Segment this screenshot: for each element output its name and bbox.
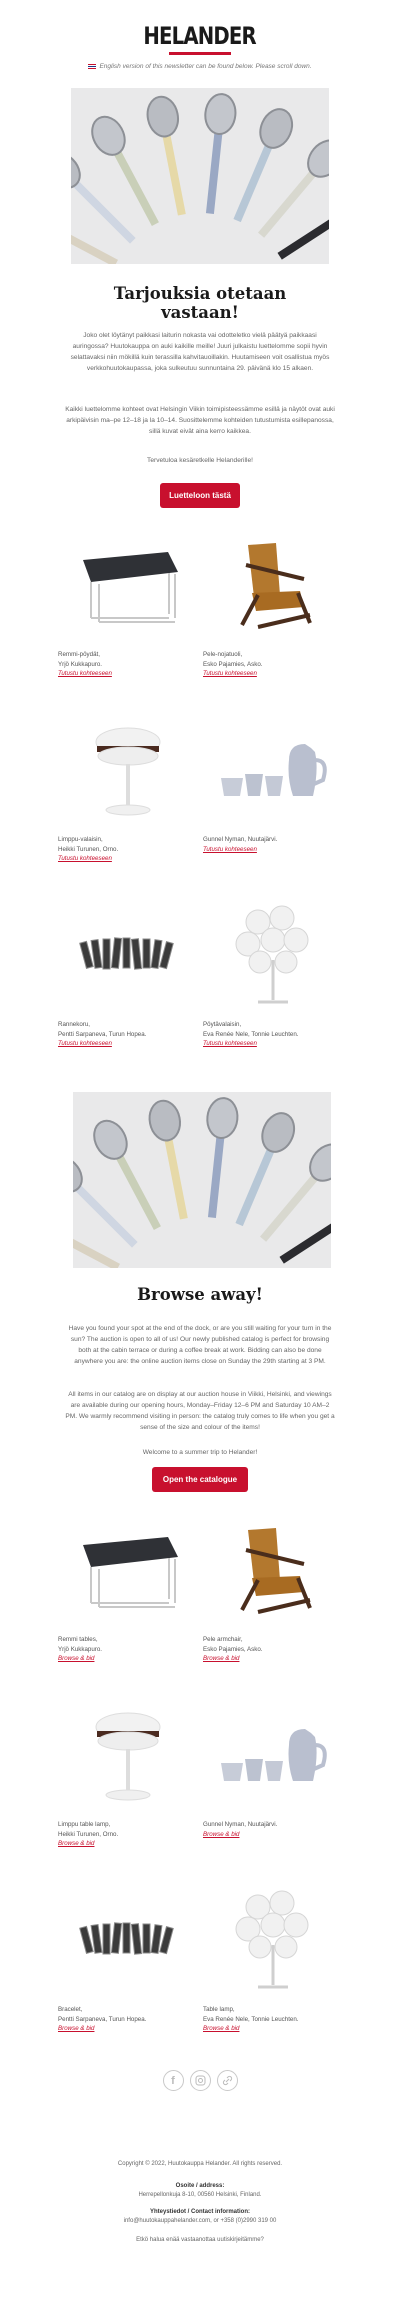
product-image[interactable] [55,900,200,1010]
intro-paragraph-fi: Joko olet löytänyt paikkasi laiturin nokasta vai odotteletko vielä päätyä paikkaasi auringossa? Huutokauppa on auki kaikille meille! Juuri julkaistu luettelomme sopii hyvin selattavaksi niin mökillä kuin terassilla kahvitauoillakin. Huutamiseen voit osallistua myös verkkohuutokaupassa, joka sulkeutuu sunnuntaina 29. päivänä klo 15 alkaen. [70,332,330,372]
product-designer: Yrjö Kukkapuro. [58,660,103,668]
product-image[interactable] [55,715,200,825]
product-image[interactable] [200,1885,345,1995]
logo-underline [169,52,231,55]
product-image[interactable] [55,1885,200,1995]
product-image[interactable] [55,1515,200,1625]
product-designer: Esko Pajamies, Asko. [203,660,263,668]
product-image[interactable] [200,1515,345,1625]
product-name: Gunnel Nyman, Nuutajärvi. [203,836,278,843]
product-card [55,1885,200,2070]
viewing-paragraph-fi: Kaikki luettelomme kohteet ovat Helsingin Viikin toimipisteessämme esillä ja näytöt ovat auki arkipäivisin ma–pe 12–18 ja la 10–14. Suosittelemme kohteiden tutustumista esillepanossa, sillä kuvat eivät aina kerro kaikkea. [65,406,335,435]
bracelet-image [73,920,183,990]
product-name: Gunnel Nyman, Nuutajärvi. [203,1821,278,1828]
product-card [200,715,345,900]
armchair-image [218,1520,328,1620]
product-designer: Yrjö Kukkapuro. [58,1645,103,1653]
viewing-paragraph-en: All items in our catalog are on display at our auction house in Viikki, Helsinki, and viewings are available during our opening hours, Monday–Friday 12–6 PM and Saturday 10 AM–2 PM. We warmly recommend visiting in person: the catalog truly comes to life when you get a sense of the size and colour of the items! [65,1391,335,1431]
globe-lamp-image [218,1885,328,1995]
catalogue-button-fi[interactable]: Luetteloon tästä [160,483,240,508]
product-name: Table lamp, [203,2006,235,2013]
product-name: Pele armchair, [203,1636,243,1643]
product-link[interactable]: Tutustu kohteeseen [58,855,112,862]
product-grid-fi [55,530,345,1085]
armchair-image [218,535,328,635]
product-link[interactable]: Tutustu kohteeseen [203,845,257,853]
header [0,0,400,70]
product-designer: Pentti Sarpaneva, Turun Hopea. [58,2015,147,2023]
spoons-image [73,1092,331,1268]
address-label: Osoite / address: [175,2183,225,2189]
contact-info[interactable]: info@huutokauppahelander.com, or +358 (0)2990 319 00 [123,2218,277,2224]
hero-image-fi [71,88,329,264]
greeting-fi: Tervetuloa kesäretkelle Helanderille! [147,457,253,464]
product-link[interactable]: Browse & bid [58,1840,95,1847]
product-link[interactable]: Tutustu kohteeseen [203,670,257,677]
table-image [73,540,183,630]
product-card [55,715,200,900]
page-title-en: Browse away! [137,1285,263,1304]
product-image[interactable] [200,715,345,825]
product-link[interactable]: Tutustu kohteeseen [203,1040,257,1047]
globe-lamp-image [218,900,328,1010]
glassware-image [213,730,333,810]
intro-paragraph-en: Have you found your spot at the end of the dock, or are you still waiting for your turn in the sun? The auction is open to all of us! Our newly published catalog is perfect for browsing both at the cabin terrace or during a coffee break at work. Bidding can also be done anywhere you are: the online auction items close on Sunday the 29th starting at 3 PM. [68,1325,332,1365]
product-card [55,530,200,715]
product-card [55,1700,200,1885]
unsubscribe-link[interactable]: Etkö halua enää vastaanottaa uutiskirjeitämme? [136,2237,264,2243]
product-card [55,900,200,1085]
product-link[interactable]: Browse & bid [203,1655,240,1662]
product-designer: Heikki Turunen, Orno. [58,1830,119,1838]
lamp-image [73,1705,183,1805]
product-grid-en [55,1515,345,2070]
product-designer: Eva Renée Nele, Tonnie Leuchten. [203,1030,299,1038]
social-links [0,2070,400,2091]
product-name: Pele-nojatuoli, [203,651,243,658]
product-link[interactable]: Browse & bid [203,2025,240,2032]
copyright: Copyright © 2022, Huutokauppa Helander. All rights reserved. [117,2161,283,2167]
uk-flag-icon [88,64,96,69]
address: Herrepellonkuja 8-10, 00560 Helsinki, Finland. [138,2192,262,2198]
product-link[interactable]: Browse & bid [58,2025,95,2032]
facebook-icon[interactable]: f [163,2070,184,2091]
product-name: Bracelet, [58,2006,83,2013]
language-notice-text: English version of this newsletter can be found below. Please scroll down. [99,63,312,70]
footer [0,2160,400,2245]
product-image[interactable] [55,530,200,640]
product-link[interactable]: Tutustu kohteeseen [58,1040,112,1047]
hero-image-en [73,1092,331,1268]
page-title-fi [0,284,400,322]
product-card [200,900,345,1085]
spoons-image [71,88,329,264]
contact-label: Yhteystiedot / Contact information: [149,2209,250,2215]
product-designer: Eva Renée Nele, Tonnie Leuchten. [203,2015,299,2023]
product-image[interactable] [200,1700,345,1810]
product-card [200,1885,345,2070]
greeting-en: Welcome to a summer trip to Helander! [142,1449,258,1456]
product-card [200,1515,345,1700]
instagram-icon[interactable] [190,2070,211,2091]
title-line-2: vastaan! [161,303,239,322]
product-image[interactable] [200,900,345,1010]
product-name: Pöytävalaisin, [203,1021,242,1028]
product-card [200,530,345,715]
product-image[interactable] [200,530,345,640]
product-link[interactable]: Browse & bid [203,1830,240,1838]
product-designer: Heikki Turunen, Orno. [58,845,119,853]
helander-logo[interactable]: HELANDER [143,22,257,50]
lamp-image [73,720,183,820]
product-name: Limppu-valaisin, [58,836,103,843]
bracelet-image [73,1905,183,1975]
product-name: Rannekoru, [58,1021,90,1028]
product-link[interactable]: Tutustu kohteeseen [58,670,112,677]
product-card [200,1700,345,1885]
table-image [73,1525,183,1615]
product-name: Remmi tables, [58,1636,98,1643]
link-icon[interactable] [217,2070,238,2091]
language-notice [0,63,400,70]
product-image[interactable] [55,1700,200,1810]
product-link[interactable]: Browse & bid [58,1655,95,1662]
product-name: Remmi-pöydät, [58,651,100,658]
product-name: Limppu table lamp, [58,1821,111,1828]
product-designer: Esko Pajamies, Asko. [203,1645,263,1653]
glassware-image [213,1715,333,1795]
product-designer: Pentti Sarpaneva, Turun Hopea. [58,1030,147,1038]
product-card [55,1515,200,1700]
title-line-1: Tarjouksia otetaan [113,284,287,303]
catalogue-button-en[interactable]: Open the catalogue [152,1467,248,1492]
